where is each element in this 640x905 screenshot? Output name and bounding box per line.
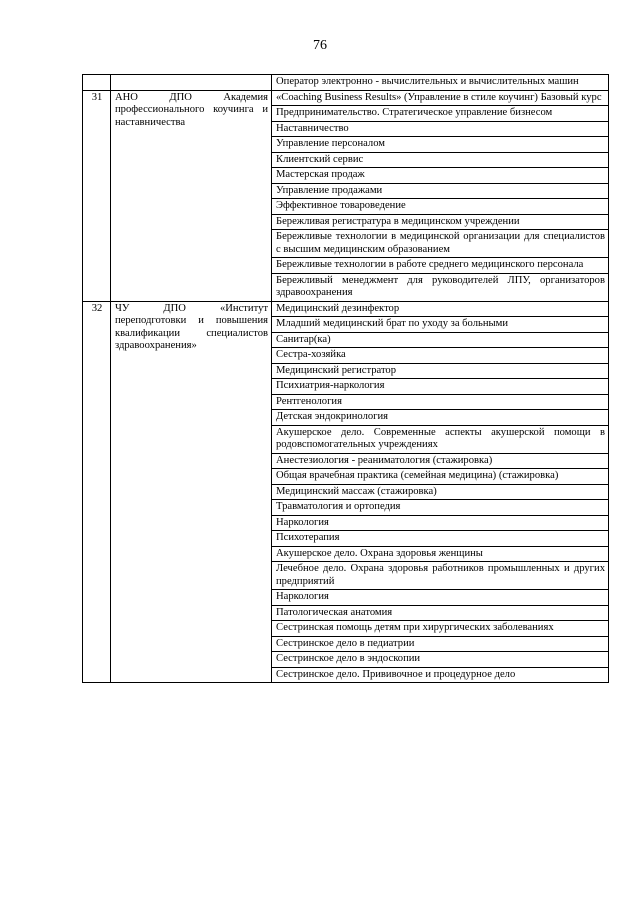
program-cell: Санитар(ка)	[272, 332, 609, 348]
organization-cell	[111, 75, 272, 91]
programs-table	[82, 74, 609, 683]
row-number-cell	[83, 75, 111, 91]
page-number: 76	[313, 38, 327, 53]
programs-table-body	[83, 75, 609, 683]
program-cell: Сестра-хозяйка	[272, 348, 609, 364]
table-row	[83, 90, 609, 106]
program-cell: Лечебное дело. Охрана здоровья работников промышленных и других предприятий	[272, 562, 609, 590]
program-cell: Сестринское дело в педиатрии	[272, 636, 609, 652]
organization-cell: ЧУ ДПО «Институт переподготовки и повышения квалификации специалистов здравоохранения»	[111, 301, 272, 683]
organization-cell: АНО ДПО Академия профессионального коучинга и наставничества	[111, 90, 272, 301]
program-cell: Бережливые технологии в медицинской организации для специалистов с высшим медицинским образованием	[272, 230, 609, 258]
program-cell: Сестринское дело в эндоскопии	[272, 652, 609, 668]
program-cell: Медицинский регистратор	[272, 363, 609, 379]
program-cell: Детская эндокринология	[272, 410, 609, 426]
row-number-cell: 32	[83, 301, 111, 683]
program-cell: Бережливая регистратура в медицинском учреждении	[272, 214, 609, 230]
program-cell: Акушерское дело. Современные аспекты акушерской помощи в родовспомогательных учреждениях	[272, 425, 609, 453]
row-number-cell: 31	[83, 90, 111, 301]
program-cell: Анестезиология - реаниматология (стажировка)	[272, 453, 609, 469]
program-cell: Наркология	[272, 590, 609, 606]
program-cell: Патологическая анатомия	[272, 605, 609, 621]
program-cell: Наставничество	[272, 121, 609, 137]
program-cell: Травматология и ортопедия	[272, 500, 609, 516]
table-row	[83, 75, 609, 91]
program-cell: Младший медицинский брат по уходу за больными	[272, 317, 609, 333]
program-cell: Рентгенология	[272, 394, 609, 410]
program-cell: Медицинский массаж (стажировка)	[272, 484, 609, 500]
program-cell: Управление персоналом	[272, 137, 609, 153]
program-cell: Оператор электронно - вычислительных и вычислительных машин	[272, 75, 609, 91]
program-cell: Управление продажами	[272, 183, 609, 199]
program-cell: Наркология	[272, 515, 609, 531]
program-cell: Предпринимательство. Стратегическое управление бизнесом	[272, 106, 609, 122]
program-cell: Акушерское дело. Охрана здоровья женщины	[272, 546, 609, 562]
program-cell: Общая врачебная практика (семейная медицина) (стажировка)	[272, 469, 609, 485]
program-cell: «Coaching Business Results» (Управление в стиле коучинг) Базовый курс	[272, 90, 609, 106]
program-cell: Сестринское дело. Прививочное и процедурное дело	[272, 667, 609, 683]
table-row	[83, 301, 609, 317]
program-cell: Бережливые технологии в работе среднего медицинского персонала	[272, 258, 609, 274]
program-cell: Сестринская помощь детям при хирургических заболеваниях	[272, 621, 609, 637]
program-cell: Эффективное товароведение	[272, 199, 609, 215]
program-cell: Психиатрия-наркология	[272, 379, 609, 395]
program-cell: Мастерская продаж	[272, 168, 609, 184]
program-cell: Медицинский дезинфектор	[272, 301, 609, 317]
program-cell: Клиентский сервис	[272, 152, 609, 168]
program-cell: Бережливый менеджмент для руководителей ЛПУ, организаторов здравоохранения	[272, 273, 609, 301]
program-cell: Психотерапия	[272, 531, 609, 547]
